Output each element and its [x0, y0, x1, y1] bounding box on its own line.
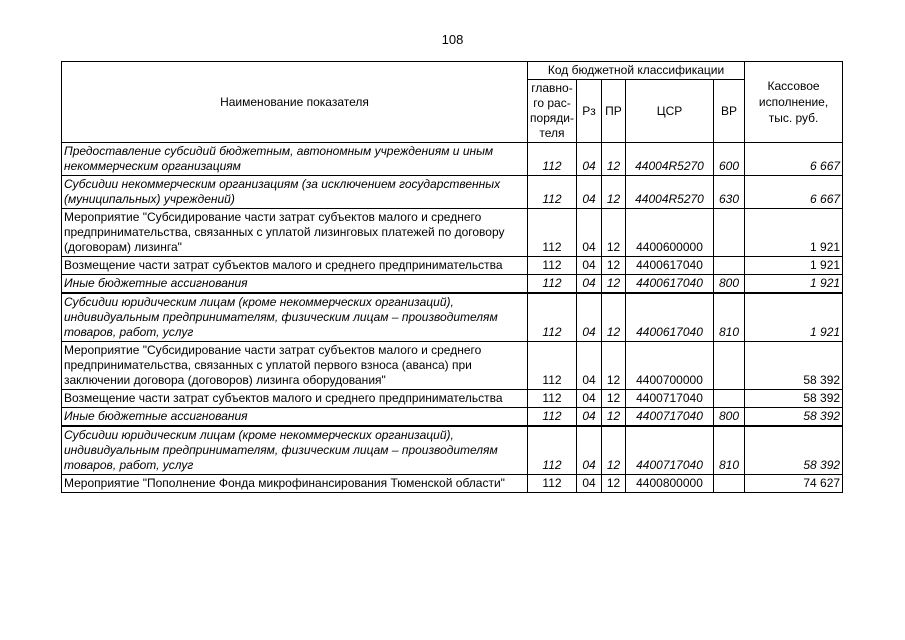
- row-rz: 04: [577, 390, 602, 408]
- row-rz: 04: [577, 293, 602, 342]
- row-csr: 4400600000: [626, 209, 714, 257]
- row-name: Иные бюджетные ассигнования: [62, 275, 528, 294]
- row-glava: 112: [528, 143, 577, 176]
- row-csr: 44004R5270: [626, 143, 714, 176]
- row-amount: 58 392: [745, 390, 843, 408]
- row-csr: 44004R5270: [626, 176, 714, 209]
- budget-table: [61, 61, 843, 493]
- row-vr: [714, 475, 745, 493]
- row-pr: 12: [602, 143, 626, 176]
- row-glava: 112: [528, 426, 577, 475]
- row-pr: 12: [602, 390, 626, 408]
- row-amount: 58 392: [745, 426, 843, 475]
- header-csr: ЦСР: [626, 80, 714, 143]
- row-name: Возмещение части затрат субъектов малого и среднего предпринимательства: [62, 390, 528, 408]
- row-pr: 12: [602, 426, 626, 475]
- table-row: [62, 275, 843, 294]
- row-csr: 4400800000: [626, 475, 714, 493]
- row-csr: 4400717040: [626, 390, 714, 408]
- row-rz: 04: [577, 176, 602, 209]
- table-row: [62, 390, 843, 408]
- row-vr: 630: [714, 176, 745, 209]
- row-csr: 4400617040: [626, 257, 714, 275]
- table-row: [62, 293, 843, 342]
- table-body: [62, 143, 843, 493]
- row-glava: 112: [528, 293, 577, 342]
- table-row: [62, 426, 843, 475]
- row-rz: 04: [577, 342, 602, 390]
- row-vr: 810: [714, 426, 745, 475]
- header-glava: главно- го рас- поряди- теля: [528, 80, 577, 143]
- row-pr: 12: [602, 342, 626, 390]
- row-pr: 12: [602, 475, 626, 493]
- row-glava: 112: [528, 257, 577, 275]
- row-vr: [714, 257, 745, 275]
- row-name: Предоставление субсидий бюджетным, автономным учреждениям и иным некоммерческим организациям: [62, 143, 528, 176]
- row-glava: 112: [528, 475, 577, 493]
- row-name: Иные бюджетные ассигнования: [62, 408, 528, 427]
- row-name: Мероприятие "Субсидирование части затрат субъектов малого и среднего предпринимательства, связанных с уплатой первого взноса (аванса) при заключении договора (договоров) лизинга оборудования": [62, 342, 528, 390]
- header-code-group: Код бюджетной классификации: [528, 62, 745, 80]
- header-rz: Рз: [577, 80, 602, 143]
- table-row: [62, 408, 843, 427]
- row-glava: 112: [528, 176, 577, 209]
- row-csr: 4400717040: [626, 408, 714, 427]
- table-row: [62, 342, 843, 390]
- header-name: Наименование показателя: [62, 62, 528, 143]
- row-vr: [714, 390, 745, 408]
- row-vr: 800: [714, 408, 745, 427]
- row-glava: 112: [528, 390, 577, 408]
- row-vr: [714, 342, 745, 390]
- table-row: [62, 475, 843, 493]
- row-glava: 112: [528, 342, 577, 390]
- row-csr: 4400700000: [626, 342, 714, 390]
- row-rz: 04: [577, 275, 602, 294]
- row-pr: 12: [602, 176, 626, 209]
- row-pr: 12: [602, 275, 626, 294]
- row-pr: 12: [602, 293, 626, 342]
- row-pr: 12: [602, 257, 626, 275]
- row-pr: 12: [602, 408, 626, 427]
- row-amount: 58 392: [745, 408, 843, 427]
- row-glava: 112: [528, 408, 577, 427]
- row-amount: 58 392: [745, 342, 843, 390]
- row-glava: 112: [528, 275, 577, 294]
- row-rz: 04: [577, 209, 602, 257]
- row-name: Мероприятие "Субсидирование части затрат субъектов малого и среднего предпринимательства, связанных с уплатой лизинговых платежей по договору (договорам) лизинга": [62, 209, 528, 257]
- table-row: [62, 143, 843, 176]
- row-csr: 4400717040: [626, 426, 714, 475]
- header-vr: ВР: [714, 80, 745, 143]
- row-rz: 04: [577, 426, 602, 475]
- row-pr: 12: [602, 209, 626, 257]
- row-amount: 1 921: [745, 275, 843, 294]
- row-name: Возмещение части затрат субъектов малого и среднего предпринимательства: [62, 257, 528, 275]
- header-row-top: [62, 62, 843, 80]
- row-amount: 6 667: [745, 143, 843, 176]
- row-vr: 600: [714, 143, 745, 176]
- header-amount: Кассовое исполнение, тыс. руб.: [745, 62, 843, 143]
- row-name: Мероприятие "Пополнение Фонда микрофинансирования Тюменской области": [62, 475, 528, 493]
- row-vr: 810: [714, 293, 745, 342]
- header-pr: ПР: [602, 80, 626, 143]
- row-amount: 1 921: [745, 209, 843, 257]
- row-name: Субсидии юридическим лицам (кроме некоммерческих организаций), индивидуальным предпринимателям, физическим лицам – производителям товаров, работ, услуг: [62, 293, 528, 342]
- row-amount: 1 921: [745, 257, 843, 275]
- row-rz: 04: [577, 475, 602, 493]
- row-rz: 04: [577, 257, 602, 275]
- row-name: Субсидии юридическим лицам (кроме некоммерческих организаций), индивидуальным предпринимателям, физическим лицам – производителям товаров, работ, услуг: [62, 426, 528, 475]
- row-vr: [714, 209, 745, 257]
- row-csr: 4400617040: [626, 275, 714, 294]
- row-rz: 04: [577, 143, 602, 176]
- row-vr: 800: [714, 275, 745, 294]
- table-row: [62, 209, 843, 257]
- row-name: Субсидии некоммерческим организациям (за исключением государственных (муниципальных) учреждений): [62, 176, 528, 209]
- row-amount: 74 627: [745, 475, 843, 493]
- row-csr: 4400617040: [626, 293, 714, 342]
- row-glava: 112: [528, 209, 577, 257]
- row-amount: 1 921: [745, 293, 843, 342]
- row-rz: 04: [577, 408, 602, 427]
- row-amount: 6 667: [745, 176, 843, 209]
- table-row: [62, 257, 843, 275]
- page-number: 108: [441, 32, 464, 47]
- table-row: [62, 176, 843, 209]
